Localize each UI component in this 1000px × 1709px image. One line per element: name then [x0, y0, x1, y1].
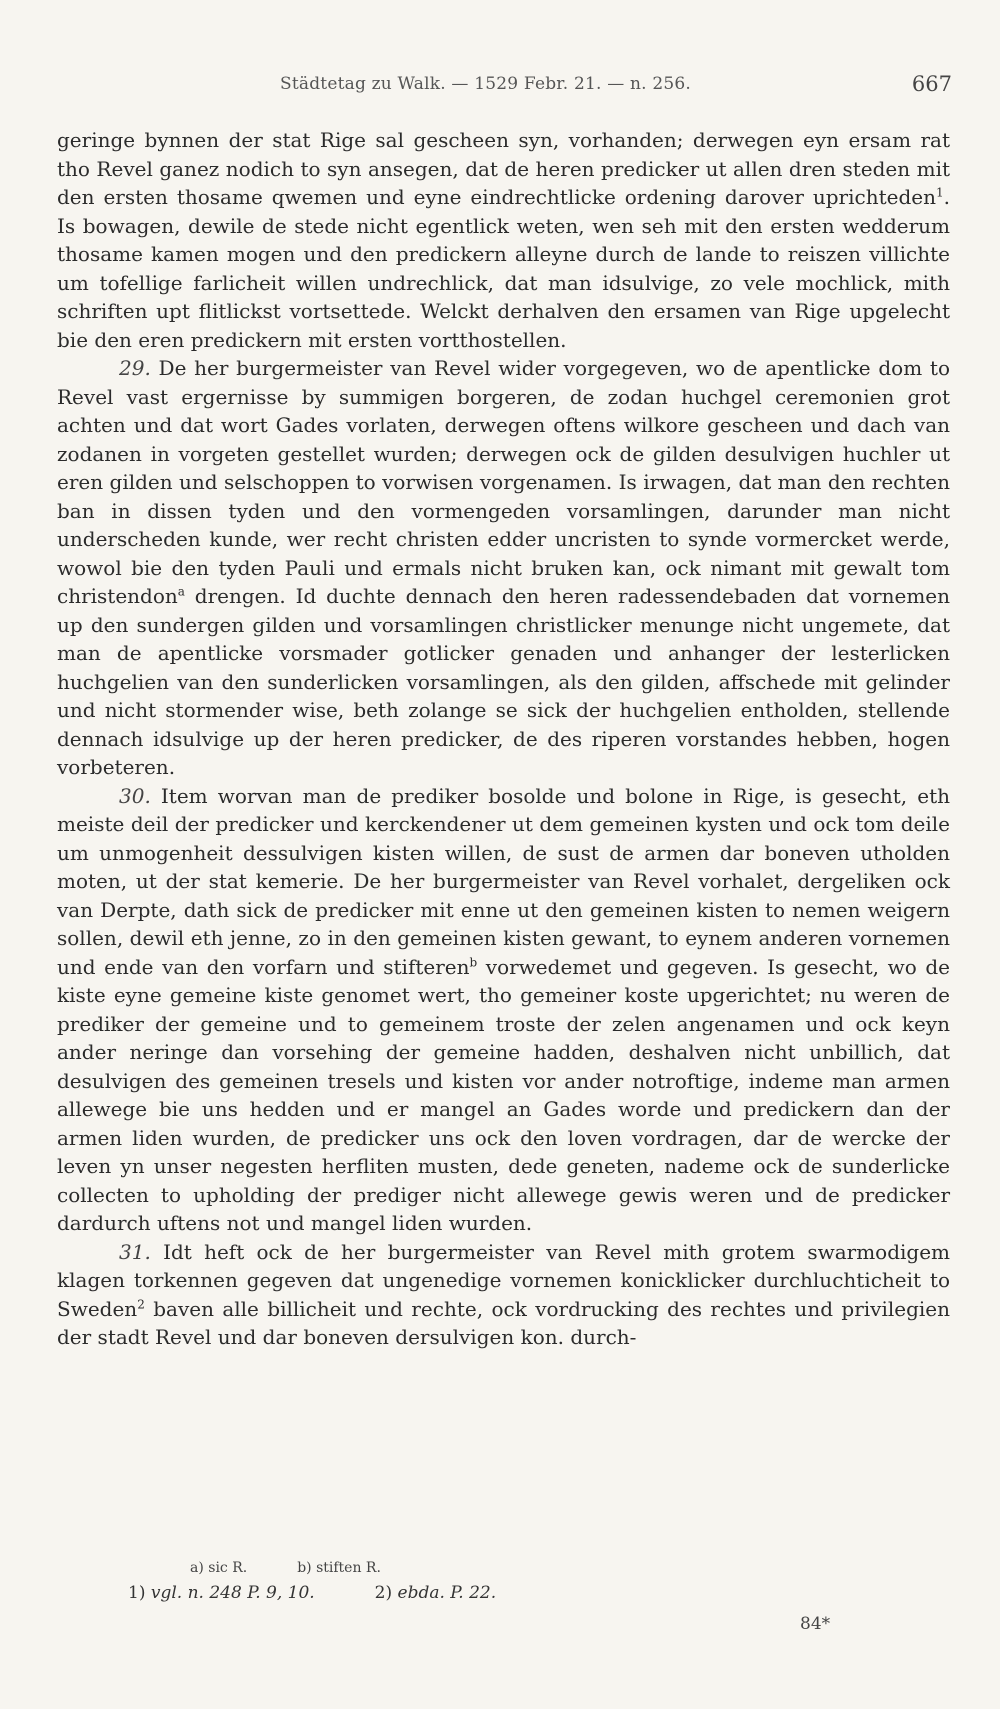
text-notes [190, 1560, 690, 1576]
paragraph-text: Item worvan man de prediker bosolde und bolone in Rige, is gesecht, eth meiste deil der predicker und kerckendener ut dem gemeinen kysten und ock tom deile um unmogenheit dessulvigen kisten willen, de sust de armen dar boneven utholden moten, ut der stat kemerie. De her burgermeister van Revel vorhalet, dergeliken ock van Derpte, dath sick de predicker mit enne ut den gemeinen kisten to nemen weigern sollen, dewil eth jenne, zo in den gemeinen kisten gewant, to eynem anderen vornemen und ende van den vorfarn und stifteren [57, 783, 950, 979]
paragraph-text: baven alle billicheit und rechte, ock vordrucking des rechtes und privilegien der stadt Revel und dar boneven dersulvigen kon. durch- [57, 1296, 950, 1349]
footnote-ref-1: 1 [936, 185, 944, 200]
section-29 [57, 354, 950, 782]
signature-mark: 84* [800, 1614, 831, 1634]
section-number: 29. [119, 356, 151, 380]
paragraph-text: De her burgermeister van Revel wider vorgegeven, wo de apentlicke dom to Revel vast ergernisse by summigen borgeren, de zodan huchgel ceremonien grot achten und dat wort Gades vorlaten, derwegen oftens wilkore gescheen und dach van zodanen in vorgeten gestellet wurden; derwegen ock de gilden desulvigen huchler ut eren gilden und selschoppen to vorwisen vorgenamen. Is irwagen, dat man den rechten ban in dissen tyden und den vormengeden vorsamlingen, darunder man nicht underscheden kunde, wer recht christen edder uncristen to synde vormercket werde, wowol bie den tyden Pauli und ermals nicht bruken kan, ock nimant mit gewalt tom christendon [57, 356, 950, 608]
body-text [57, 126, 950, 1352]
footnote-1-text: vgl. n. 248 P. 9, 10. [150, 1583, 315, 1603]
paragraph-continuation [57, 126, 950, 354]
footnote-2-marker: 2) [374, 1583, 393, 1603]
running-head: Städtetag zu Walk. — 1529 Febr. 21. — n. 256. [280, 74, 692, 94]
text-note-ref-b: b [469, 954, 478, 969]
text-note-b: b) stiften R. [297, 1560, 381, 1576]
section-30 [57, 782, 950, 1238]
section-number: 31. [119, 1239, 151, 1264]
paragraph-text: geringe bynnen der stat Rige sal gescheen syn, vorhanden; derwegen eyn ersam rat tho Revel ganez nodich to syn ansegen, dat de heren predicker ut allen dren steden mit den ersten thosame qwemen und eyne eindrechtlicke ordening darover uprichteden [57, 128, 950, 209]
footnote-ref-2: 2 [137, 1296, 145, 1311]
footnote-1-marker: 1) [128, 1583, 146, 1603]
section-31 [57, 1238, 950, 1352]
footnotes [128, 1583, 828, 1603]
footnote-2-text: ebda. P. 22. [397, 1583, 497, 1603]
paragraph-text: Idt heft ock de her burgermeister van Revel mith grotem swarmodigem klagen torkennen gegeven dat ungenedige vornemen konicklicker durchluchticheit to Sweden [57, 1239, 950, 1321]
paragraph-text: . Is bowagen, dewile de stede nicht egentlick weten, wen seh mit den ersten wedderum thosame kamen mogen und den predickern alleyne durch de lande to reiszen villichte um tofellige farlicheit willen undrechlick, dat man idsulvige, zo vele mochlick, mith schriften upt flitlickst vortsettede. Welckt derhalven den ersamen van Rige upgelecht bie den eren predickern mit ersten vortthostellen. [57, 185, 950, 352]
text-note-ref-a: a [177, 584, 185, 599]
paragraph-text: drengen. Id duchte dennach den heren radessendebaden dat vornemen up den sundergen gilden und vorsamlingen christlicker menunge nicht ungemete, dat man de apentlicke vorsmader gotlicker genaden und anhanger der lesterlicken huchgelien van den sunderlicken vorsamlingen, als den gilden, affschede mit gelinder und nicht stormender wise, beth zolange se sick der huchgelien entholden, stellende dennach idsulvige up der heren predicker, de des riperen vorstandes hebben, hogen vorbeteren. [57, 584, 950, 779]
page-number: 667 [911, 72, 952, 96]
section-number: 30. [119, 783, 151, 808]
paragraph-text: vorwedemet und gegeven. Is gesecht, wo de kiste eyne gemeine kiste genomet wert, tho gemeiner koste upgerichtet; nu weren de prediker der gemeine und to gemeinem troste der zelen angenamen und ock keyn ander neringe dan vorsehing der gemeine hadden, deshalven nicht unbillich, dat desulvigen des gemeinen tresels und kisten vor ander notroftige, indeme man armen allewege bie uns hedden und er mangel an Gades worde und predickern dan der armen liden wurden, de predicker uns ock den loven vordragen, dar de wercke der leven yn unser negesten herfliten musten, dede geneten, nademe ock de sunderlicke collecten to upholding der prediger nicht allewege gewis weren und de predicker dardurch uftens not und mangel liden wurden. [57, 954, 950, 1235]
text-note-a: a) sic R. [190, 1560, 248, 1576]
